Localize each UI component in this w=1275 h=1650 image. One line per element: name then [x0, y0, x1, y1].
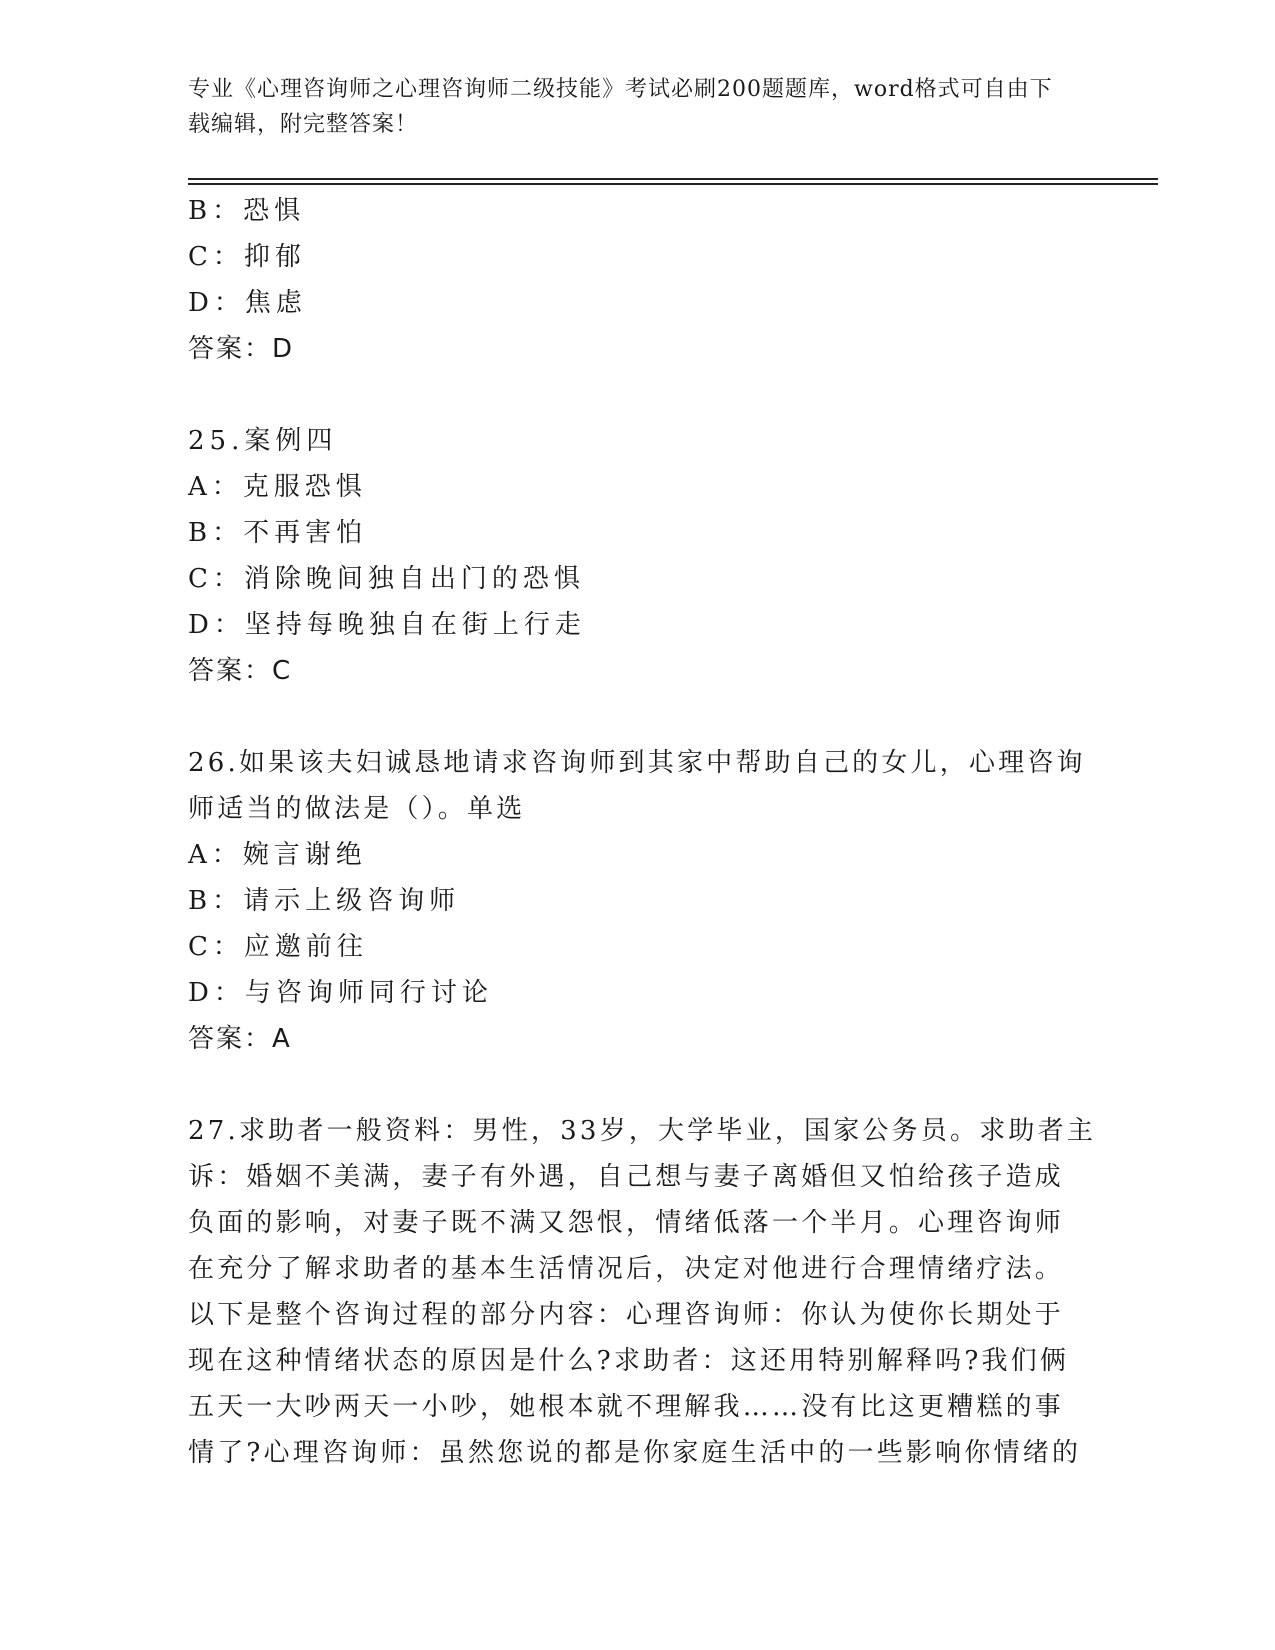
answer: 答案：A — [188, 1024, 292, 1054]
answer: 答案：C — [188, 656, 293, 686]
option-c: C：应邀前往 — [188, 932, 368, 962]
question-stem-line: 诉：婚姻不美满，妻子有外遇，自己想与妻子离婚但又怕给孩子造成 — [188, 1162, 1065, 1192]
spacer — [188, 372, 1088, 418]
option-d: D：焦虑 — [188, 288, 307, 318]
answer: 答案：D — [188, 334, 295, 364]
question-stem-line: 情了?心理咨询师：虽然您说的都是你家庭生活中的一些影响你情绪的 — [188, 1438, 1082, 1468]
header-rule-bottom — [188, 183, 1158, 185]
question-25 — [188, 418, 1088, 694]
question-24 — [188, 188, 1088, 372]
option-c: C：抑郁 — [188, 242, 306, 272]
option-c: C：消除晚间独自出门的恐惧 — [188, 564, 585, 594]
question-26 — [188, 740, 1088, 1062]
question-stem-line: 26.如果该夫妇诚恳地请求咨询师到其家中帮助自己的女儿，心理咨询 — [188, 748, 1086, 778]
document-header: 专业《心理咨询师之心理咨询师二级技能》考试必刷200题题库，word格式可自由下载编辑，附完整答案！ — [188, 77, 1053, 137]
question-stem-line: 现在这种情绪状态的原因是什么?求助者：这还用特别解释吗?我们俩 — [188, 1346, 1070, 1376]
option-a: A：婉言谢绝 — [188, 840, 367, 870]
option-b: B：请示上级咨询师 — [188, 886, 461, 916]
question-list — [188, 188, 1097, 1476]
spacer — [188, 1062, 1088, 1108]
question-stem-line: 五天一大吵两天一小吵，她根本就不理解我……没有比这更糟糕的事 — [188, 1392, 1065, 1422]
spacer — [188, 694, 1088, 740]
question-stem-line: 在充分了解求助者的基本生活情况后，决定对他进行合理情绪疗法。 — [188, 1254, 1065, 1284]
option-b: B：恐惧 — [188, 196, 306, 226]
option-d: D：坚持每晚独自在街上行走 — [188, 610, 586, 640]
option-b: B：不再害怕 — [188, 518, 368, 548]
question-stem-line: 负面的影响，对妻子既不满又怨恨，情绪低落一个半月。心理咨询师 — [188, 1208, 1065, 1238]
option-d: D：与咨询师同行讨论 — [188, 978, 493, 1008]
option-a: A：克服恐惧 — [188, 472, 367, 502]
header-rule-top — [188, 178, 1158, 180]
question-27 — [188, 1108, 1097, 1476]
question-stem-line: 师适当的做法是（）。单选 — [188, 794, 526, 824]
question-stem-line: 以下是整个咨询过程的部分内容：心理咨询师：你认为使你长期处于 — [188, 1300, 1065, 1330]
question-stem-line: 27.求助者一般资料：男性，33岁，大学毕业，国家公务员。求助者主 — [188, 1116, 1097, 1146]
question-stem: 25.案例四 — [188, 426, 338, 456]
